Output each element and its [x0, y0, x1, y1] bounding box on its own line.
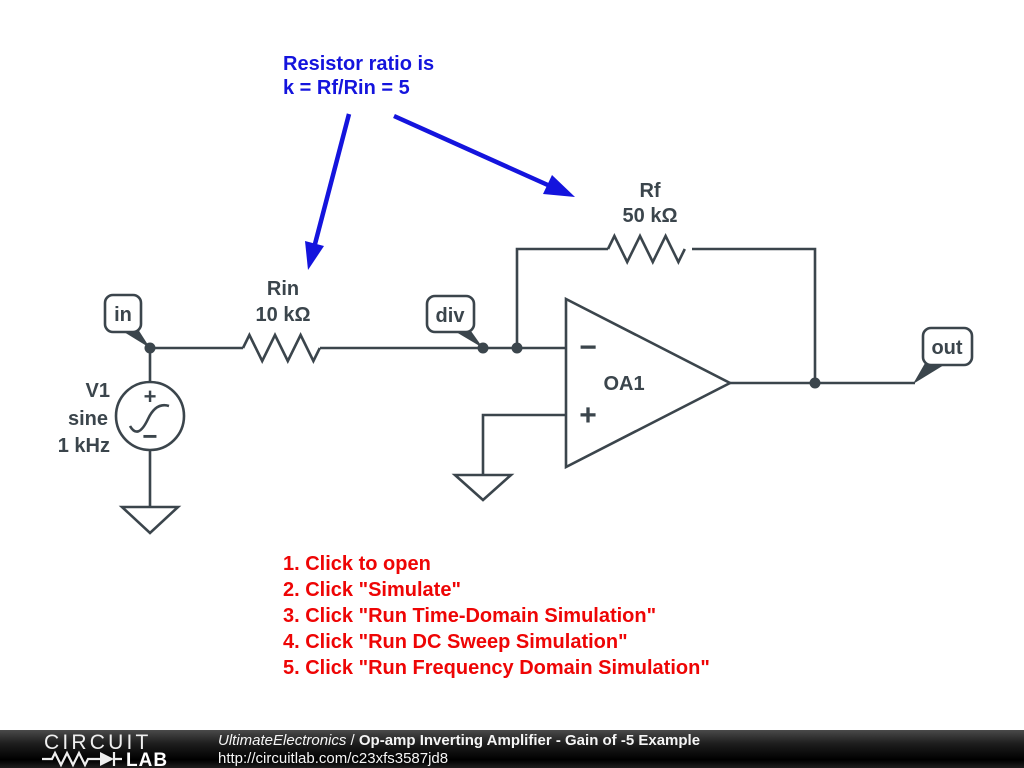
footer-text-block: [218, 732, 700, 767]
source-v1-name: V1: [85, 380, 110, 402]
footer-bar: [0, 730, 1024, 768]
annotation-note-line2: k = Rf/Rin = 5: [283, 77, 410, 99]
footer-url-link[interactable]: http://circuitlab.com/c23xfs3587jd8: [218, 749, 449, 767]
annotation-arrow-to-rin: [315, 114, 349, 244]
source-v1-frequency: 1 kHz: [57, 435, 110, 457]
circuitlab-logo: [40, 731, 190, 768]
logo-diode-bar: [114, 752, 122, 766]
wire-noninverting-ground: [483, 415, 566, 475]
ground-symbol-source: [122, 507, 178, 533]
footer-circuit-title: Op-amp Inverting Amplifier - Gain of -5 Example: [358, 732, 701, 749]
ground-symbol-noninverting: [455, 475, 511, 500]
logo-word-lab: LAB: [126, 750, 169, 768]
footer-separator: /: [350, 732, 355, 749]
resistor-rin-name: Rin: [266, 278, 300, 300]
instruction-step-5: 5. Click "Run Frequency Domain Simulation": [283, 657, 710, 679]
source-v1-minus-sign: −: [142, 421, 158, 451]
instruction-step-1: 1. Click to open: [283, 553, 431, 575]
source-v1-plus-sign: +: [143, 384, 157, 409]
annotation-note-line1: Resistor ratio is: [283, 53, 435, 75]
opamp-oa1-name: OA1: [603, 373, 645, 395]
circuitlab-logo-graphic: [40, 731, 190, 768]
logo-resistor-glyph: [42, 753, 100, 765]
opamp-oa1-symbol: [566, 299, 730, 467]
flag-div-label: div: [435, 305, 465, 327]
node-dot-out: [810, 378, 821, 389]
footer-attribution-line: [218, 732, 700, 750]
logo-diode-triangle: [100, 752, 114, 766]
resistor-rf-value: 50 kΩ: [622, 205, 678, 227]
opamp-inverting-input-sign: −: [579, 331, 597, 364]
annotation-note: [283, 52, 434, 100]
resistor-rf-symbol: [608, 236, 685, 262]
flag-out-label: out: [931, 337, 963, 359]
resistor-rf-name: Rf: [639, 180, 661, 202]
instruction-step-3: 3. Click "Run Time-Domain Simulation": [283, 605, 657, 627]
annotation-arrow-to-rf: [394, 116, 550, 186]
instruction-list: [283, 551, 710, 681]
instruction-step-4: 4. Click "Run DC Sweep Simulation": [283, 631, 628, 653]
source-v1-waveform: sine: [67, 408, 108, 430]
annotation-arrowhead-to-rin: [305, 241, 324, 270]
logo-word-circuit: CIRCUIT: [44, 731, 152, 754]
resistor-rin-value: 10 kΩ: [255, 304, 311, 326]
footer-author: UltimateElectronics: [218, 732, 347, 749]
flag-in-label: in: [114, 304, 132, 326]
resistor-rin-symbol: [243, 335, 320, 361]
instruction-step-2: 2. Click "Simulate": [283, 579, 461, 601]
annotation-arrowhead-to-rf: [543, 175, 575, 197]
opamp-noninverting-input-sign: +: [579, 399, 597, 432]
node-dot-feedback: [512, 343, 523, 354]
